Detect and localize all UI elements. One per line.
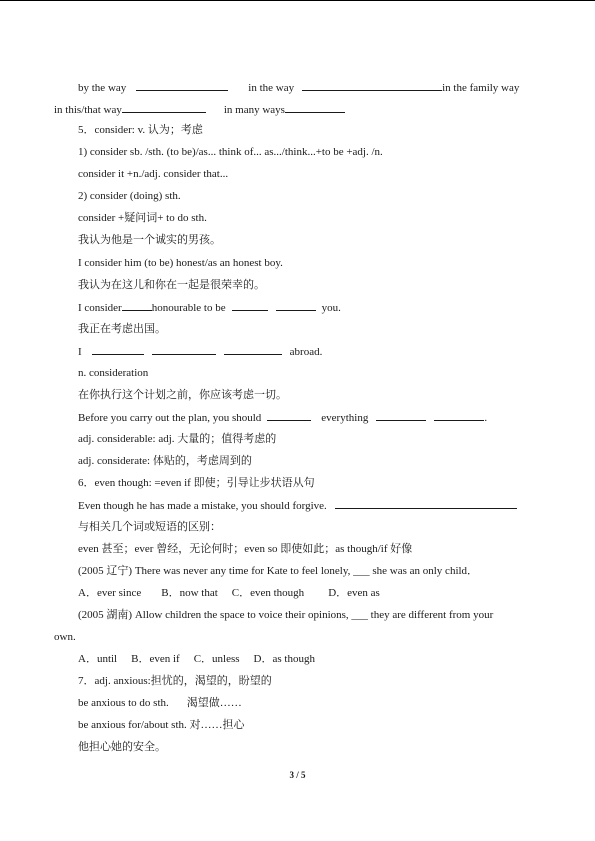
example-cn-3: 我正在考虑出国。 xyxy=(78,323,166,335)
option-c: C．even though xyxy=(231,587,305,599)
exercise-abroad: I abroad. xyxy=(78,346,323,358)
comparison-list: even 甚至；ever 曾经，无论何时；even so 即使如此；as though/if 好像 xyxy=(78,543,413,555)
example-cn-2: 我认为在这儿和你在一起是很荣幸的。 xyxy=(78,279,265,291)
answer-blank xyxy=(136,80,228,91)
phrase-in-the-family-way: in the family way xyxy=(442,82,520,94)
usage-2b: consider +疑问词+ to do sth. xyxy=(78,212,207,224)
exercise-consider-honourable: I consider honourable to be you. xyxy=(78,302,341,314)
option-a: A．ever since xyxy=(78,587,142,599)
noun-form: n. consideration xyxy=(78,367,149,379)
section-7-heading: 7．adj. anxious:担忧的，渴望的，盼望的 xyxy=(78,675,272,687)
answer-blank xyxy=(122,300,152,311)
answer-blank xyxy=(267,410,311,421)
answer-blank xyxy=(152,344,216,355)
phrase-row-2 xyxy=(54,102,345,117)
adj-considerate: adj. considerate: 体贴的，考虑周到的 xyxy=(78,455,252,467)
comparison-heading: 与相关几个词或短语的区别： xyxy=(78,521,221,533)
answer-blank xyxy=(302,80,442,91)
usage-anxious-to: be anxious to do sth. 渴望做…… xyxy=(78,697,242,709)
option-d: D．even as xyxy=(328,587,380,599)
exercise-before-you-carry: Before you carry out the plan, you should everything . xyxy=(78,412,488,424)
option-a: A．until xyxy=(78,653,118,665)
example-en-1: I consider him (to be) honest/as an honest boy. xyxy=(78,257,283,269)
answer-blank xyxy=(335,498,517,509)
option-d: D．as though xyxy=(253,653,315,665)
usage-1b: consider it +n./adj. consider that... xyxy=(78,168,229,180)
answer-blank xyxy=(224,344,282,355)
example-cn-4: 在你执行这个计划之前，你应该考虑一切。 xyxy=(78,389,287,401)
option-b: B．now that xyxy=(161,587,218,599)
translate-even-though: Even though he has made a mistake, you should forgive. xyxy=(78,498,517,513)
adj-considerable: adj. considerable: adj. 大量的；值得考虑的 xyxy=(78,433,277,445)
question-2005-hunan-cont: own. xyxy=(54,631,76,643)
option-c: C．unless xyxy=(193,653,240,665)
question-2005-hunan: (2005 湖南) Allow children the space to voice their opinions, ___ they are different from your xyxy=(78,609,494,621)
phrase-row-1 xyxy=(78,80,519,95)
options-q1 xyxy=(78,586,380,600)
example-cn-5: 他担心她的安全。 xyxy=(78,741,166,753)
answer-blank xyxy=(122,102,206,113)
answer-blank xyxy=(276,300,316,311)
section-6-heading: 6．even though: =even if 即使；引导让步状语从句 xyxy=(78,477,315,489)
question-2005-liaoning: (2005 辽宁) There was never any time for Kate to feel lonely, ___ she was an only child． xyxy=(78,565,479,577)
phrase-in-this-that-way: in this/that way xyxy=(54,104,122,116)
answer-blank xyxy=(376,410,426,421)
page-number: 3 / 5 xyxy=(289,770,306,780)
phrase-by-the-way: by the way xyxy=(78,82,127,94)
options-q2 xyxy=(78,652,315,666)
top-rule xyxy=(0,0,595,1)
phrase-in-many-ways: in many ways xyxy=(223,104,285,116)
answer-blank xyxy=(285,102,345,113)
answer-blank xyxy=(232,300,268,311)
usage-2: 2) consider (doing) sth. xyxy=(78,190,181,202)
phrase-in-the-way: in the way xyxy=(248,82,295,94)
answer-blank xyxy=(434,410,484,421)
answer-blank xyxy=(92,344,144,355)
option-b: B．even if xyxy=(131,653,180,665)
section-5-heading: 5．consider: v. 认为；考虑 xyxy=(78,124,203,136)
usage-anxious-for: be anxious for/about sth. 对……担心 xyxy=(78,719,245,731)
example-cn-1: 我认为他是一个诚实的男孩。 xyxy=(78,234,221,246)
usage-1: 1) consider sb. /sth. (to be)/as... think of... as.../think...+to be +adj. /n. xyxy=(78,146,383,158)
